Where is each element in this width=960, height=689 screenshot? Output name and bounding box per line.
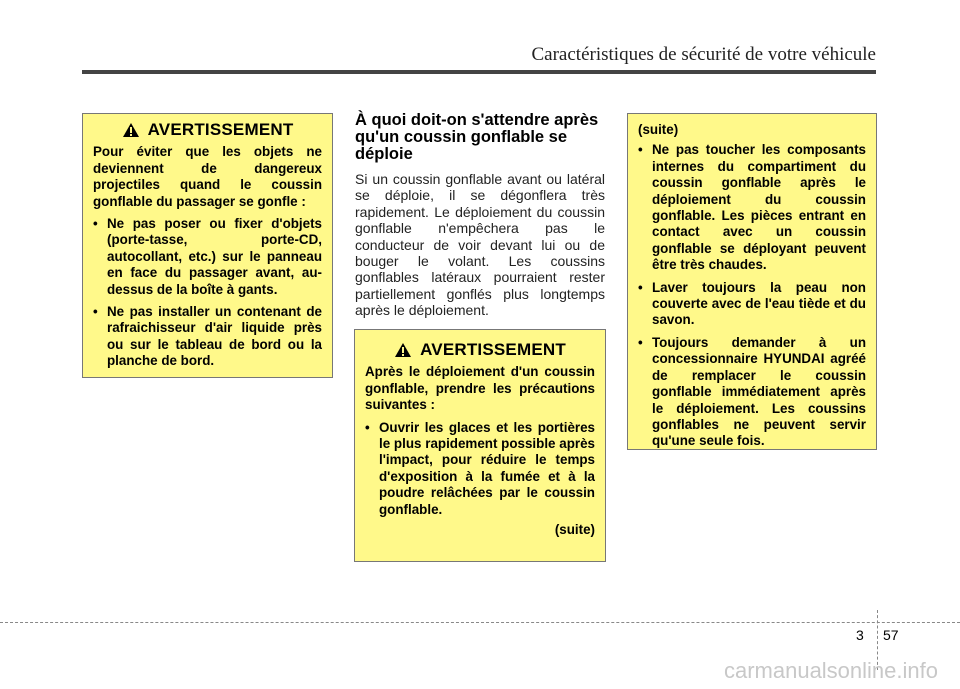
warning-bullet: • Ouvrir les glaces et les portières le plus rapidement possible après l'impact, pour réduire le temps d'exposition à la fumée et à la poudre relâchées par le coussin gonflable. xyxy=(365,420,595,518)
continued-label: (suite) xyxy=(638,122,679,137)
chapter-number: 3 xyxy=(856,627,864,643)
warning-bullet: • Ne pas poser ou fixer d'objets (porte-tasse, porte-CD, autocollant, etc.) sur le panneau en face du passager avant, au-dessus de la boîte à gants. xyxy=(93,216,322,298)
warning-box-3 xyxy=(627,113,877,450)
section-body: Si un coussin gonflable avant ou latéral se déploie, il se dégonflera très rapidement. Le déploiement du coussin gonflable n'empêchera pas le conducteur de voir devant lui ou de bouger le volant. Les coussins gonflables latéraux pourraient rester partiellement gonflés plus longtemps après le déploiement. xyxy=(355,171,605,319)
page-header-title: Caractéristiques de sécurité de votre véhicule xyxy=(531,44,876,65)
section-heading: À quoi doit-on s'attendre après qu'un coussin gonflable se déploie xyxy=(355,111,599,163)
warning-bullet: • Ne pas toucher les composants internes du compartiment du coussin gonflable après le déploiement du coussin gonflable. Les pièces entrant en contact avec un coussin gonflable se déployant peuvent être très chaudes. xyxy=(638,142,866,273)
continued-label: (suite) xyxy=(554,522,595,538)
warning-bullet: • Laver toujours la peau non couverte avec de l'eau tiède et du savon. xyxy=(638,280,866,329)
warning-triangle-icon xyxy=(394,342,412,358)
warning-title: AVERTISSEMENT xyxy=(147,120,294,139)
warning-bullet: • Toujours demander à un concessionnaire HYUNDAI agréé de remplacer le coussin gonflable immédiatement après le déploiement. Les coussins gonflables ne peuvent servir qu'une seule fois. xyxy=(638,335,866,450)
warning-heading xyxy=(365,342,595,358)
footer-rule xyxy=(0,622,960,623)
watermark: carmanualsonline.info xyxy=(723,658,938,683)
section-airbag-deployment xyxy=(355,112,605,319)
warning-heading xyxy=(93,122,322,138)
warning-title: AVERTISSEMENT xyxy=(420,340,566,359)
warning-bullet: • Ne pas installer un contenant de rafraichisseur d'air liquide près ou sur le tableau de bord ou la planche de bord. xyxy=(93,304,322,370)
warning-triangle-icon xyxy=(122,122,140,138)
page-number: 57 xyxy=(883,627,899,643)
warning-box-2 xyxy=(354,329,606,562)
warning-box-1 xyxy=(82,113,333,378)
warning-intro: Après le déploiement d'un coussin gonflable, prendre les précautions suivantes : xyxy=(365,364,595,413)
warning-intro: Pour éviter que les objets ne deviennent de dangereux projectiles quand le coussin gonflable du passager se gonfle : xyxy=(93,144,322,209)
header-rule xyxy=(82,70,876,74)
